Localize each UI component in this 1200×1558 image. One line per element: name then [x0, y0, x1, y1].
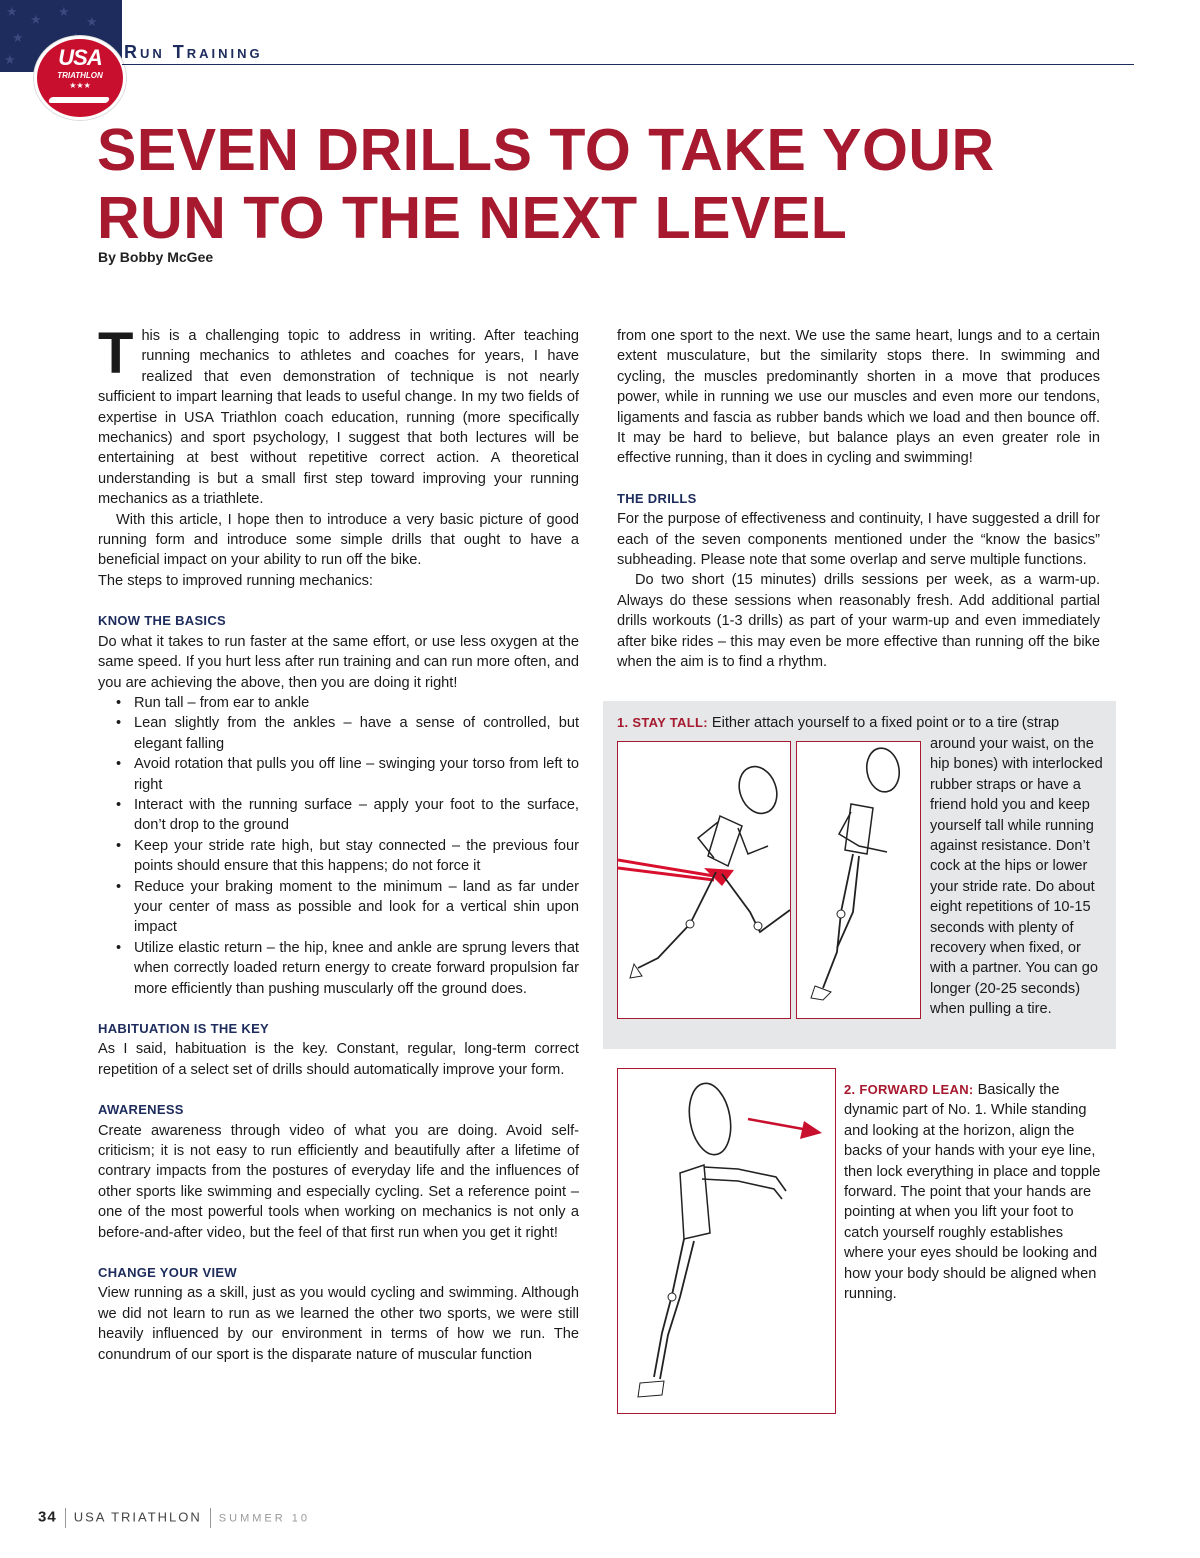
- drills-paragraph-2: Do two short (15 minutes) drills sessions per week, as a warm-up. Always do these sessions when reasonably fresh. Add additional partial drills workouts (1-3 drills) as part of your warm-up and even immediately after bike rides – this may even be more effective than running off the bike when the aim is to find a rhythm.: [617, 572, 1100, 671]
- heading-habituation: HABITUATION IS THE KEY: [98, 1021, 270, 1036]
- bullet-item: • Run tall – from ear to ankle: [134, 693, 579, 713]
- drill-1-intro: [617, 713, 1107, 733]
- drill-2-name: 2. FORWARD LEAN:: [844, 1082, 974, 1097]
- logo-stars: ★★★: [69, 81, 91, 90]
- usa-triathlon-logo: [34, 36, 126, 120]
- heading-change-view: CHANGE YOUR VIEW: [98, 1265, 237, 1281]
- drill-1-figure-tire: [617, 741, 791, 1019]
- footer-issue: SUMMER 10: [218, 1512, 310, 1525]
- intro-paragraph-2: With this article, I hope then to introduce a very basic picture of good running form and introduce some simple drills that ought to have a beneficial impact on your ability to run off the bike.: [98, 511, 579, 569]
- heading-awareness: AWARENESS: [98, 1102, 184, 1118]
- logo-swoosh: [48, 97, 110, 103]
- section-label: Run Training: [124, 42, 263, 62]
- bullet-item: • Reduce your braking moment to the minimum – land as far under your center of mass as possible and look for a vertical shin upon impact: [134, 877, 579, 938]
- drill-2-figure: [617, 1068, 836, 1414]
- left-column: [98, 321, 579, 1365]
- header-rule: [122, 64, 1134, 65]
- drill-1-figure-partner: [796, 741, 921, 1019]
- bullet-item: • Interact with the running surface – apply your foot to the surface, don’t drop to the ground: [134, 795, 579, 836]
- awareness-body: Create awareness through video of what you are doing. Avoid self-criticism; it is not easy to run efficiently and beautifully after a lifetime of contrary impacts from the postures of everyday life and the influences of other sports like swimming and especially cycling. Set a reference point – one of the most powerful tools when working on mechanics is not only a before-and-after video, but the feel of that first run when you get it right!: [98, 1122, 579, 1241]
- drill-1-text: around your waist, on the hip bones) with interlocked rubber straps or have a friend hold you and keep yourself tall while running against resistance. Don’t cock at the hips or lower your stride rate. Do about eight repetitions of 10-15 seconds with plenty of recovery when fixed, or with a partner. You can go longer (20-25 seconds) when pulling a tire.: [930, 736, 1103, 1018]
- change-view-body: View running as a skill, just as you would cycling and swimming. Although we did not learn to run as we learned the other two sports, we were still heavily influenced by our environment in terms of how we run. The conundrum of our sport is the disparate nature of muscular function: [98, 1285, 579, 1363]
- drill-2-body: Basically the dynamic part of No. 1. While standing and looking at the horizon, align the backs of your hands with your eye line, then lock everything in place and topple forward. The point that your hands are pointing at when you lift your foot to catch yourself roughly establishes where your eyes should be looking and how your body should be aligned when running.: [844, 1082, 1101, 1303]
- intro-paragraph-3: The steps to improved running mechanics:: [98, 572, 373, 589]
- drop-cap: T: [98, 321, 134, 386]
- intro-text: his is a challenging topic to address in writing. After teaching running mechanics to athletes and coaches for years, I have realized that even demonstration of technique is not nearly sufficient to impart learning that leads to useful change. In my two fields of expertise in USA Triathlon coach education, running (more specifically mechanics) and sport psychology, I suggest that both lectures will be entertaining at best without repetitive correct action. A theoretical understanding is but a small first step toward improving your running mechanics as a triathlete.: [98, 328, 579, 508]
- article-title: [97, 116, 1057, 252]
- heading-know-basics: KNOW THE BASICS: [98, 613, 226, 629]
- logo-triathlon-text: TRIATHLON: [57, 71, 103, 80]
- bullet-item: • Keep your stride rate high, but stay connected – the previous four points should ensure that this happens; do not force it: [134, 836, 579, 877]
- continued-paragraph: from one sport to the next. We use the same heart, lungs and to a certain extent musculature, but the similarity stops there. In swimming and cycling, the muscles predominantly shorten in a move that produces power, while in running we use our muscles and even more our tendons, ligaments and fascia as rubber bands which we load and then bounce off. It may be hard to believe, but balance plays an even greater role in effective running, than it does in cycling and swimming!: [617, 328, 1100, 467]
- title-line-2: RUN TO THE NEXT LEVEL: [97, 185, 848, 251]
- right-column: [617, 326, 1100, 673]
- logo-usa-text: USA: [58, 45, 102, 70]
- title-line-1: SEVEN DRILLS TO TAKE YOUR: [97, 117, 995, 183]
- bullet-item: • Avoid rotation that pulls you off line – swinging your torso from left to right: [134, 754, 579, 795]
- runner-with-strap-illustration: [618, 742, 790, 1018]
- drill-2-text: [844, 1080, 1104, 1304]
- bullet-item: • Utilize elastic return – the hip, knee and ankle are sprung levers that when correctly loaded return energy to create forward propulsion far more efficiently than pushing muscularly off the ground does.: [134, 938, 579, 999]
- intro-paragraph: [98, 321, 579, 510]
- byline: By Bobby McGee: [98, 249, 214, 265]
- forward-lean-illustration: [618, 1069, 835, 1413]
- drill-1-name: 1. STAY TALL:: [617, 715, 708, 730]
- know-basics-body: Do what it takes to run faster at the same effort, or use less oxygen at the same speed. If you hurt less after run training and can run more often, and you are achieving the above, then you are doing it right!: [98, 633, 579, 691]
- habituation-body: As I said, habituation is the key. Constant, regular, long-term correct repetition of a select set of drills should automatically improve your form.: [98, 1041, 579, 1078]
- basics-bullet-list: [98, 693, 579, 999]
- footer-magazine: USA TRIATHLON: [73, 1509, 202, 1525]
- heading-the-drills: THE DRILLS: [617, 490, 697, 506]
- page-footer: [38, 1508, 310, 1528]
- flag-stars-corner: ★ ★ ★ ★ ★ ★: [0, 0, 122, 72]
- bullet-item: • Lean slightly from the ankles – have a sense of controlled, but elegant falling: [134, 713, 579, 754]
- drills-paragraph-1: For the purpose of effectiveness and continuity, I have suggested a drill for each of the seven components mentioned under the “know the basics” subheading. Please note that some overlap and serve multiple functions.: [617, 511, 1100, 569]
- drill-1-intro-text: Either attach yourself to a fixed point or to a tire (strap: [707, 715, 1060, 731]
- runner-tall-illustration: [797, 742, 920, 1018]
- page-number: 34: [38, 1508, 57, 1526]
